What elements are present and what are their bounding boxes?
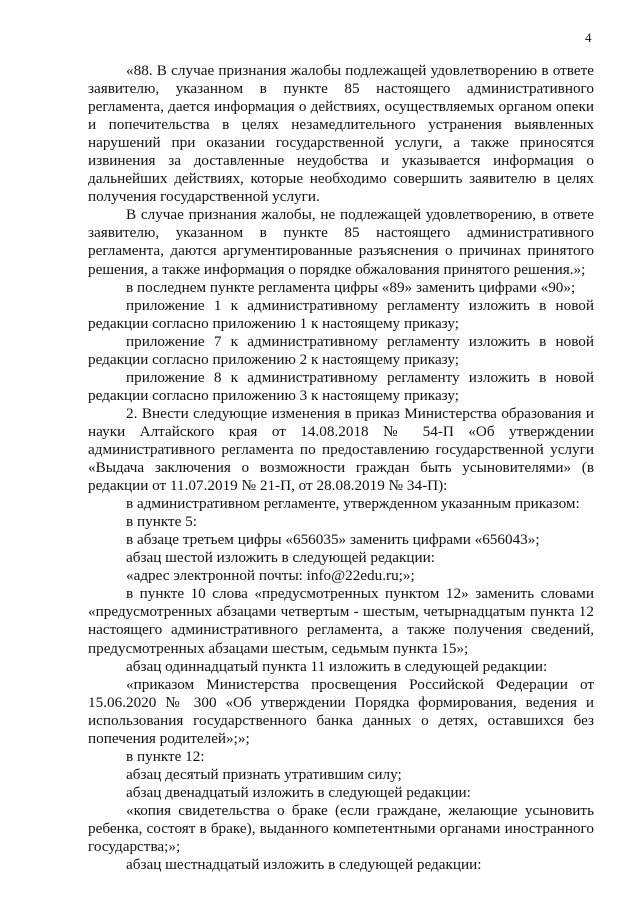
paragraph: «адрес электронной почты: info@22edu.ru;»; — [126, 567, 415, 585]
paragraph: 2. Внести следующие изменения в приказ Министерства образования и науки Алтайского края от 14.08.2018 № 54-П «Об утверждении административного регламента по предоставлению государственной услуги «Выдача заключения о возможности граждан быть усыновителями» (в редакции от 11.07.2019 № 21-П, от 28.08.2019 № 34-П): — [88, 404, 594, 495]
paragraph: абзац двенадцатый изложить в следующей редакции: — [126, 783, 471, 801]
paragraph: «копия свидетельства о браке (если граждане, желающие усыновить ребенка, состоят в браке), выданного компетентными органами иностранного государства;»; — [88, 801, 594, 856]
paragraph: абзац шестой изложить в следующей редакции: — [126, 549, 435, 567]
paragraph: приложение 7 к административному регламенту изложить в новой редакции согласно приложению 2 к настоящему приказу; — [88, 332, 594, 368]
paragraph: приложение 1 к административному регламенту изложить в новой редакции согласно приложению 1 к настоящему приказу; — [88, 296, 594, 332]
paragraph: В случае признания жалобы, не подлежащей удовлетворению, в ответе заявителю, указанном в пункте 85 настоящего административного регламента, даются аргументированные разъяснения о причинах принятого решения, а также информация о порядке обжалования принятого решения.»; — [88, 206, 594, 278]
paragraph: абзац десятый признать утратившим силу; — [126, 765, 402, 783]
paragraph: абзац шестнадцатый изложить в следующей редакции: — [126, 856, 482, 874]
paragraph: в последнем пункте регламента цифры «89» заменить цифрами «90»; — [126, 278, 576, 296]
paragraph: приложение 8 к административному регламенту изложить в новой редакции согласно приложению 3 к настоящему приказу; — [88, 368, 594, 404]
paragraph: в абзаце третьем цифры «656035» заменить цифрами «656043»; — [126, 531, 540, 549]
paragraph: «приказом Министерства просвещения Российской Федерации от 15.06.2020 № 300 «Об утверждении Порядка формирования, ведения и использования государственного банка данных о детях, оставшихся без попечения родителей»;»; — [88, 675, 594, 747]
paragraph: в пункте 5: — [126, 513, 197, 531]
paragraph: в пункте 10 слова «предусмотренных пунктом 12» заменить словами «предусмотренных абзацами четвертым - шестым, четырнадцатым пункта 12 настоящего административного регламента, а также получения сведений, предусмотренных абзацами шестым, седьмым пункта 15»; — [88, 585, 594, 657]
document-body — [88, 62, 594, 874]
paragraph: в административном регламенте, утвержденном указанным приказом: — [126, 495, 580, 513]
paragraph: «88. В случае признания жалобы подлежащей удовлетворению в ответе заявителю, указанном в пункте 85 настоящего административного регламента, дается информация о действиях, осуществляемых органом опеки и попечительства в целях незамедлительного устранения выявленных нарушений при оказании государственной услуги, а также приносятся извинения за доставленные неудобства и указывается информация о дальнейших действиях, которые необходимо совершить заявителю в целях получения государственной услуги. — [88, 62, 594, 206]
paragraph: абзац одиннадцатый пункта 11 изложить в следующей редакции: — [126, 657, 548, 675]
paragraph: в пункте 12: — [126, 747, 205, 765]
page-number: 4 — [585, 30, 592, 45]
